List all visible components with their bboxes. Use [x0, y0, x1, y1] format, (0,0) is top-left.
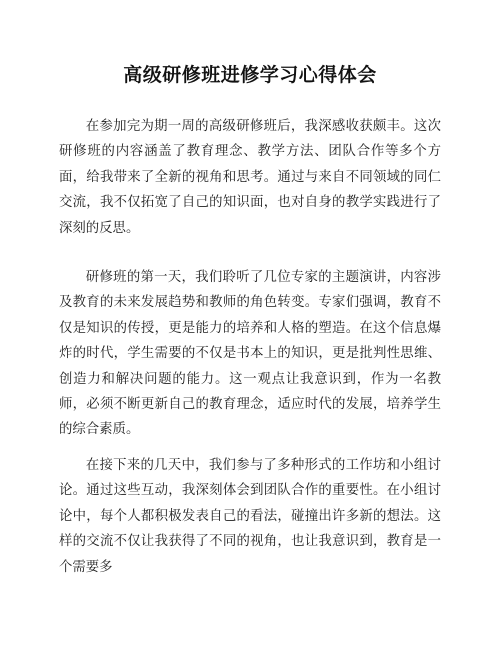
document-title: 高级研修班进修学习心得体会 [123, 64, 377, 86]
paragraph-2: 研修班的第一天，我们聆听了几位专家的主题演讲，内容涉及教育的未来发展趋势和教师的角色转变。专家们强调，教育不仅是知识的传授，更是能力的培养和人格的塑造。在这个信息爆炸的时代，学生需要的不仅是书本上的知识，更是批判性思维、创造力和解决问题的能力。这一观点让我意识到，作为一名教师，必须不断更新自己的教育理念，适应时代的发展，培养学生的综合素质。 [59, 270, 441, 438]
paragraph-3: 在接下来的几天中，我们参与了多种形式的工作坊和小组讨论。通过这些互动，我深刻体会到团队合作的重要性。在小组讨论中，每个人都积极发表自己的看法，碰撞出许多新的想法。这样的交流不仅让我获得了不同的视角，也让我意识到，教育是一个需要多 [59, 458, 441, 575]
paragraph-1: 在参加完为期一周的高级研修班后，我深感收获颇丰。这次研修班的内容涵盖了教育理念、教学方法、团队合作等多个方面，给我带来了全新的视角和思考。通过与来自不同领域的同仁交流，我不仅拓宽了自己的知识面，也对自身的教学实践进行了深刻的反思。 [59, 119, 441, 236]
